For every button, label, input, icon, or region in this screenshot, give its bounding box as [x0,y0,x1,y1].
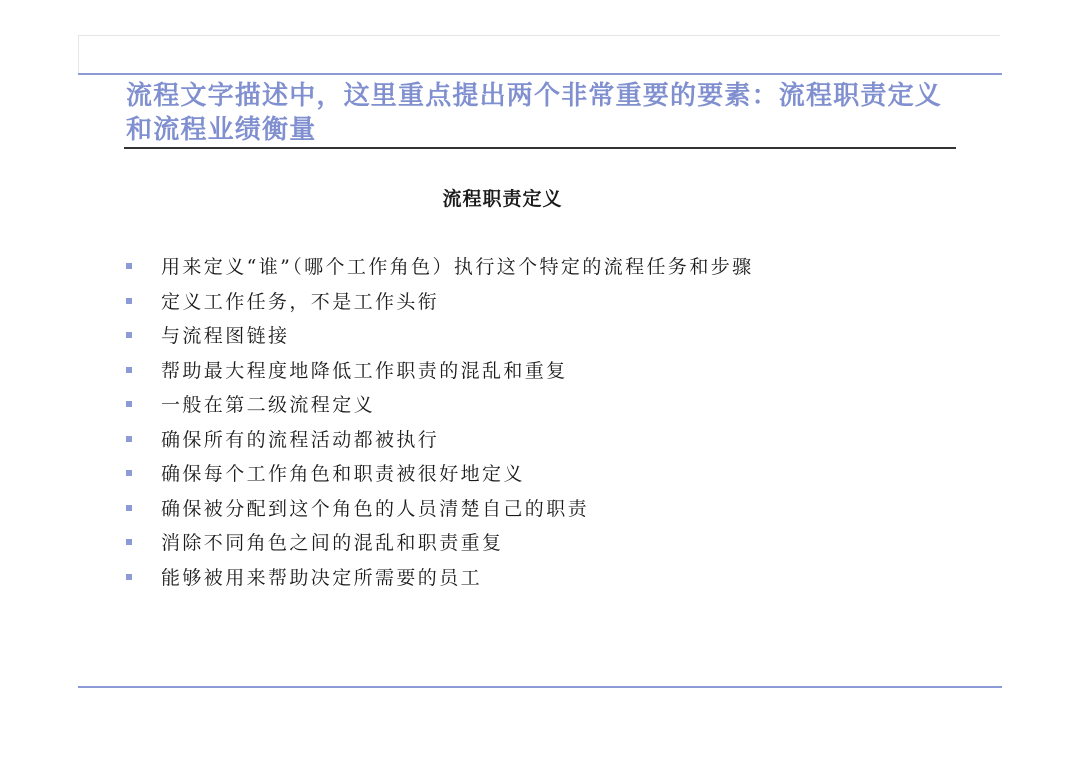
square-bullet-icon [126,298,132,304]
bullet-item [124,423,754,458]
bullet-item [124,561,754,596]
footer-divider [78,686,1002,688]
bullet-text: 消除不同角色之间的混乱和职责重复 [161,532,504,554]
bullet-text: 一般在第二级流程定义 [161,394,376,416]
square-bullet-icon [126,539,132,545]
square-bullet-icon [126,263,132,269]
slide-title: 流程文字描述中，这里重点提出两个非常重要的要素：流程职责定义和流程业绩衡量 [126,81,943,145]
square-bullet-icon [126,505,132,511]
bullet-text: 确保被分配到这个角色的人员清楚自己的职责 [161,497,590,520]
bullet-text: 用来定义“谁”（哪个工作角色）执行这个特定的流程任务和步骤 [161,256,754,278]
bullet-item [124,388,754,423]
section-heading: 流程职责定义 [442,188,563,210]
header-divider [78,73,1002,75]
bullet-item [124,457,754,492]
bullet-text: 帮助最大程度地降低工作职责的混乱和重复 [161,359,568,382]
bullet-list [124,250,754,595]
square-bullet-icon [126,401,132,407]
square-bullet-icon [126,367,132,373]
square-bullet-icon [126,332,132,338]
title-underline [124,147,956,149]
bullet-item [124,354,754,389]
bullet-text: 确保每个工作角色和职责被很好地定义 [161,463,525,485]
bullet-item [124,492,754,527]
square-bullet-icon [126,436,132,442]
bullet-text: 定义工作任务，不是工作头衔 [161,290,440,313]
bullet-text: 确保所有的流程活动都被执行 [161,428,440,451]
square-bullet-icon [126,574,132,580]
bullet-item [124,526,754,561]
bullet-text: 与流程图链接 [161,325,290,347]
header-frame [78,35,1000,73]
square-bullet-icon [126,470,132,476]
bullet-item [124,285,754,320]
bullet-text: 能够被用来帮助决定所需要的员工 [161,566,483,589]
bullet-item [124,319,754,354]
bullet-item [124,250,754,285]
